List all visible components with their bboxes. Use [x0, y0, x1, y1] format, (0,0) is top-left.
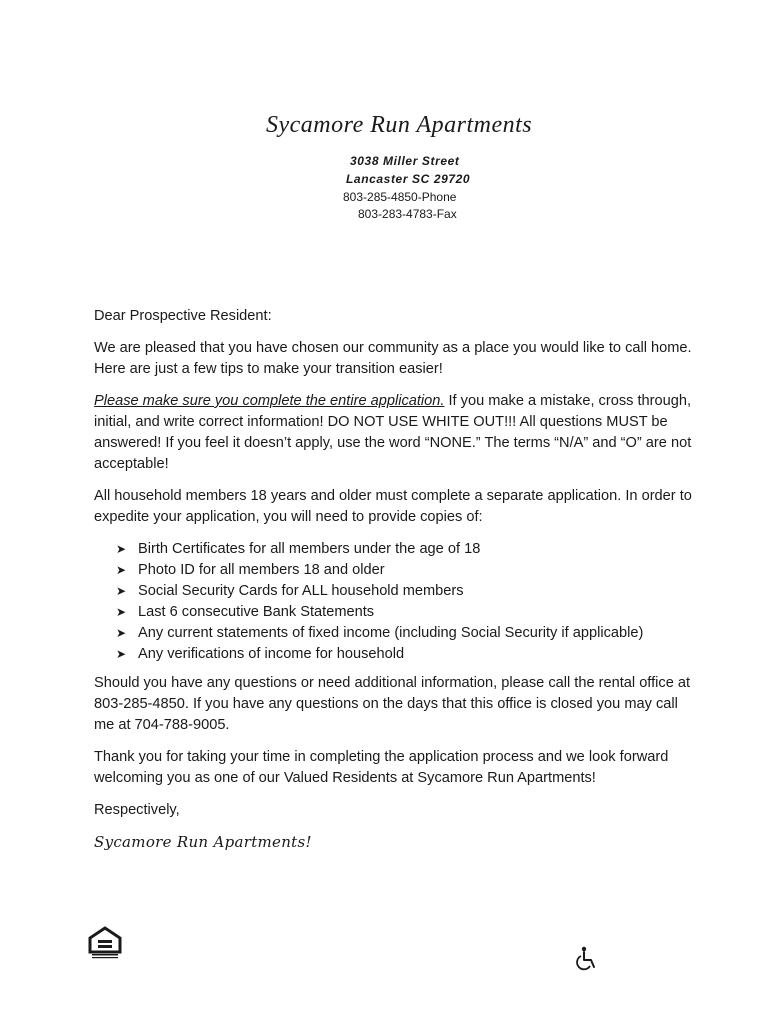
list-item: [116, 560, 694, 581]
closing: Respectively,: [94, 802, 180, 818]
arrow-bullet-icon: ➤: [116, 626, 127, 640]
list-item-text: Any verifications of income for household: [138, 646, 405, 662]
list-item: [116, 602, 694, 623]
list-item: [116, 644, 694, 665]
list-item-text: Last 6 consecutive Bank Statements: [138, 604, 375, 620]
questions-paragraph: Should you have any questions or need additional information, please call the rental office at 803-285-4850. If you have any questions on the days that this office is closed you may call me at 704-788-9005.: [94, 675, 691, 733]
instructions-text: If you make a mistake, cross through, initial, and write correct information! DO NOT USE WHITE OUT!!! All questions MUST be answered! If you feel it doesn’t apply, use the word “NONE.” The terms “N/A” and “O” are not acceptable!: [94, 393, 692, 472]
household-paragraph: All household members 18 years and older must complete a separate application. In order to expedite your application, you will need to provide copies of:: [94, 488, 692, 525]
arrow-bullet-icon: ➤: [116, 605, 127, 619]
required-documents-list: [94, 539, 694, 665]
list-item-text: Birth Certificates for all members under the age of 18: [138, 541, 481, 557]
list-item: [116, 623, 694, 644]
company-title: Sycamore Run Apartments: [266, 112, 533, 138]
equal-housing-opportunity-icon: [88, 926, 122, 960]
letter-body: [94, 306, 694, 864]
list-item-text: Photo ID for all members 18 and older: [138, 562, 385, 578]
list-item-text: Any current statements of fixed income (including Social Security if applicable): [138, 625, 644, 641]
address-line-2: Lancaster SC 29720: [346, 172, 471, 186]
thanks-paragraph: Thank you for taking your time in completing the application process and we look forward welcoming you as one of our Valued Residents at Sycamore Run Apartments!: [94, 749, 669, 786]
salutation: Dear Prospective Resident:: [94, 308, 272, 324]
arrow-bullet-icon: ➤: [116, 647, 127, 661]
arrow-bullet-icon: ➤: [116, 563, 127, 577]
list-item-text: Social Security Cards for ALL household members: [138, 583, 464, 599]
instructions-paragraph: [94, 391, 694, 475]
arrow-bullet-icon: ➤: [116, 584, 127, 598]
fax-number: 803-283-4783-Fax: [358, 207, 457, 221]
intro-paragraph: We are pleased that you have chosen our community as a place you would like to call home. Here are just a few tips to make your transition easier!: [94, 340, 692, 377]
phone-number: 803-285-4850-Phone: [343, 190, 457, 204]
emphasis-text: Please make sure you complete the entire application.: [94, 393, 445, 409]
signature: Sycamore Run Apartments!: [94, 833, 312, 851]
list-item: [116, 539, 694, 560]
wheelchair-accessibility-icon: [574, 946, 600, 972]
list-item: [116, 581, 694, 602]
address-line-1: 3038 Miller Street: [350, 154, 460, 168]
arrow-bullet-icon: ➤: [116, 542, 127, 556]
